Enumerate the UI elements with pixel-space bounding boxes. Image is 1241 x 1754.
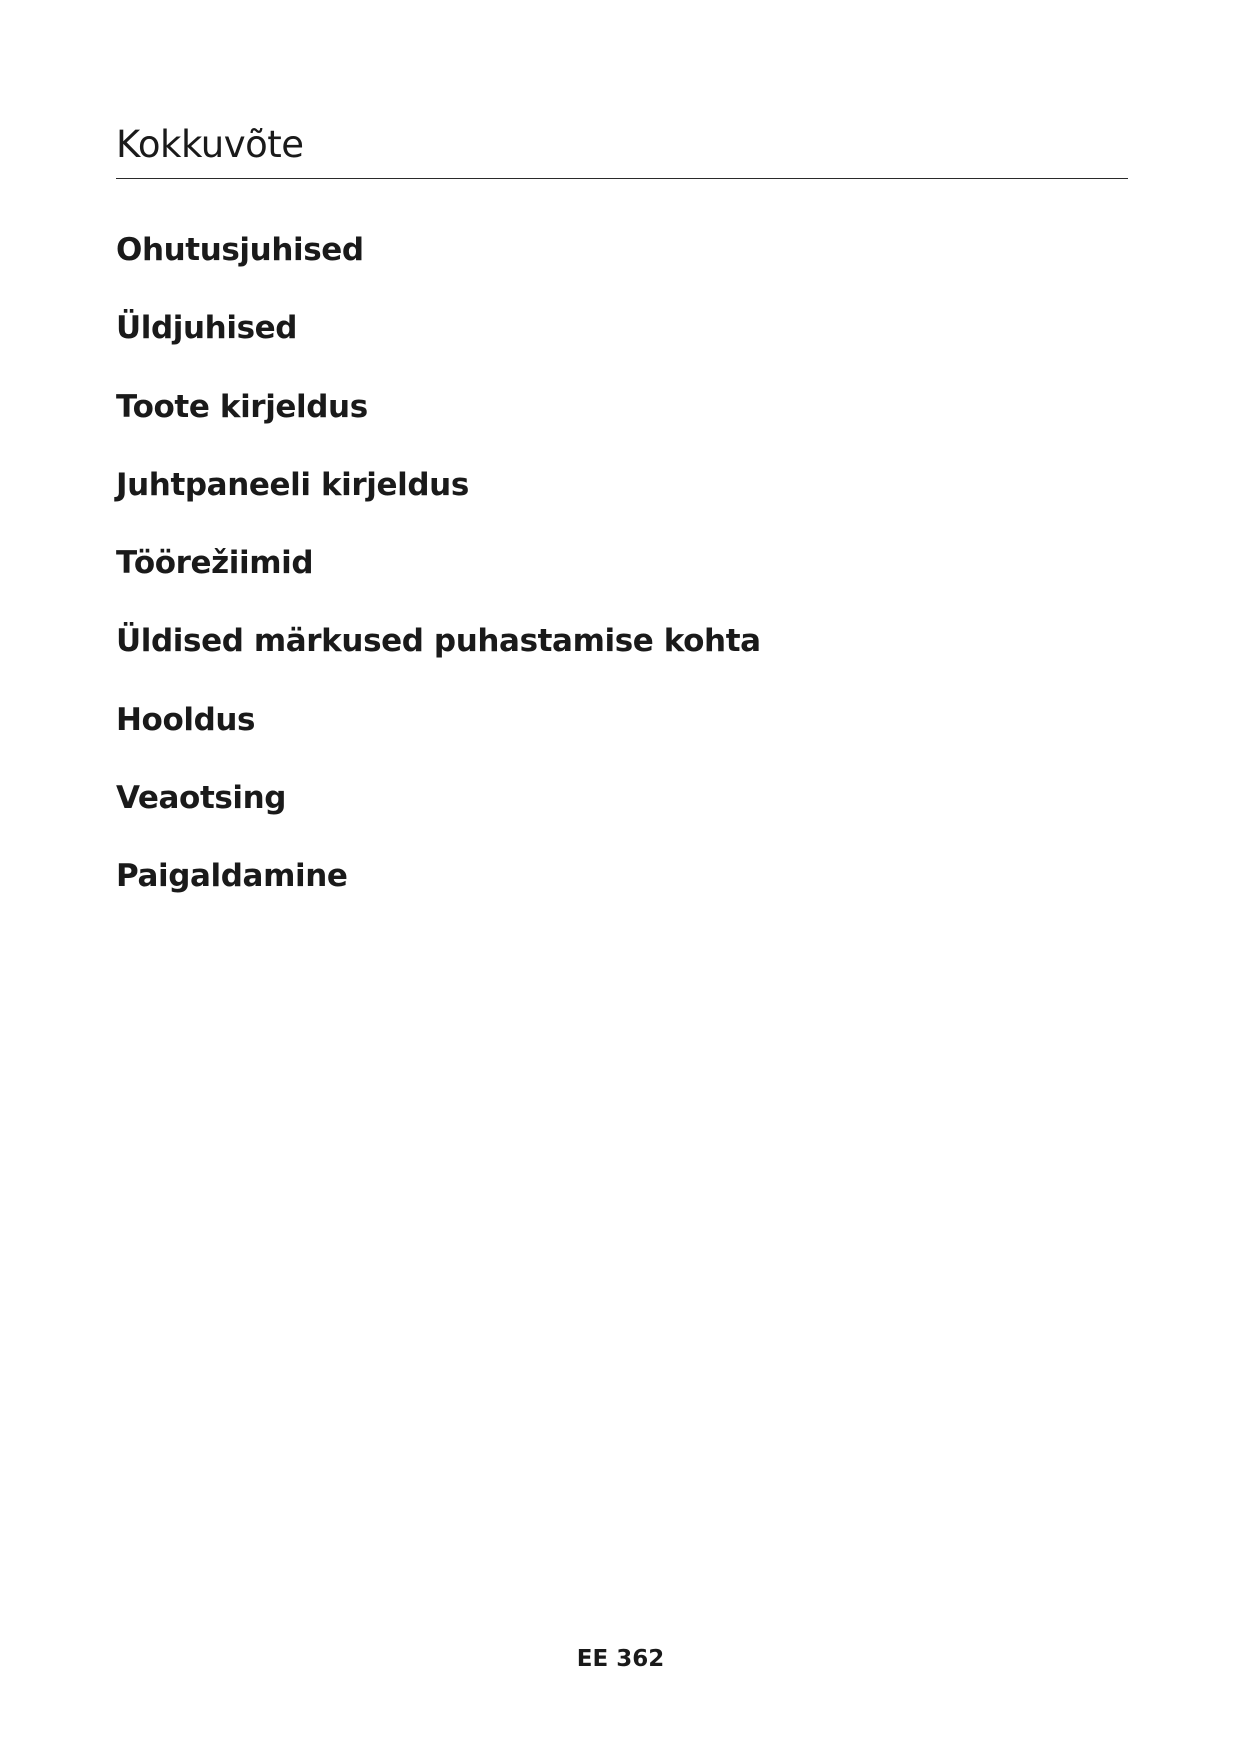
toc-item-ohutusjuhised[interactable]: Ohutusjuhised bbox=[116, 232, 364, 268]
toc-item-toote-kirjeldus[interactable]: Toote kirjeldus bbox=[116, 388, 368, 425]
toc-item-juhtpaneeli-kirjeldus[interactable]: Juhtpaneeli kirjeldus bbox=[116, 466, 469, 503]
toc-item-uldjuhised[interactable]: Üldjuhised bbox=[116, 310, 298, 347]
toc-item-hooldus[interactable]: Hooldus bbox=[116, 701, 256, 738]
toc-item-paigaldamine[interactable]: Paigaldamine bbox=[116, 858, 348, 895]
toc-item-uldised-markused[interactable]: Üldised märkused puhastamise kohta bbox=[116, 623, 761, 660]
title-divider bbox=[116, 178, 1128, 179]
page-title: Kokkuvõte bbox=[116, 123, 304, 166]
page-number: EE 362 bbox=[576, 1646, 665, 1672]
table-of-contents bbox=[116, 227, 761, 932]
toc-item-toorezhiimid[interactable]: Töörežiimid bbox=[116, 545, 314, 582]
toc-item-veaotsing[interactable]: Veaotsing bbox=[116, 780, 287, 817]
